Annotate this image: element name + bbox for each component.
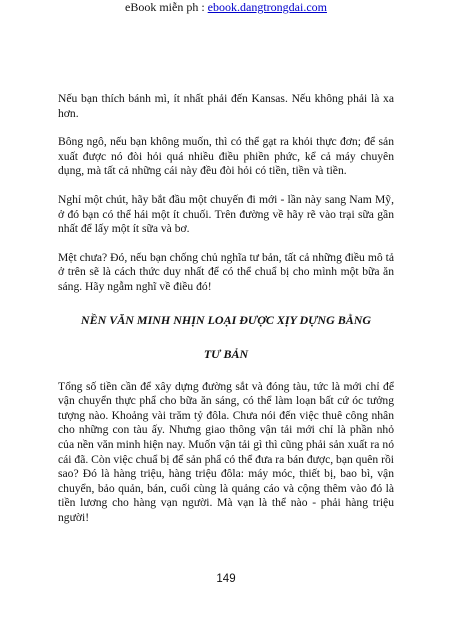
- body-paragraph: Tổng số tiền cần để xây dựng đường sắt và đóng tàu, tức là mới chỉ để vận chuyển thực phẩ cho bữa ăn sáng, có thể làm loạn bất cứ óc tưởng tượng nào. Khoảng vài trăm tỷ đôla. Chưa nói đến việc thuê công nhân cho những con tàu ấy. Nhưng giao thông vận tải mới chỉ là phần nhỏ của nền văn minh hiện nay. Muốn vận tải gì thì cũng phải sản xuất ra nó cái đã. Còn việc chuẩ bị để sản phẩ có thể đưa ra bán được, bạn quên rồi sao? Đó là hàng triệu, hàng triệu đôla: máy móc, thiết bị, bao bì, vận chuyển, bảo quản, bán, cuối cùng là quảng cáo và cộng thêm vào đó là tiền lương cho hàng vạn người. Mà vạn là thể nào - phải hàng triệu người!: [58, 379, 394, 524]
- page-number: 149: [216, 573, 236, 585]
- section-heading: NỀN VĂN MINH NHỊN LOẠI ĐƯỢC XỊY DỰNG BẰNG: [80, 312, 372, 327]
- header-link[interactable]: ebook.dangtrongdai.com: [207, 0, 327, 14]
- page-content: [58, 92, 394, 525]
- page-header: [0, 0, 452, 14]
- paragraph: Nếu bạn thích bánh mì, ít nhất phải đến Kansas. Nếu không phải là xa hơn.: [58, 92, 394, 120]
- paragraph: Bông ngô, nếu bạn không muốn, thì có thể gạt ra khỏi thực đơn; để sản xuất được nó đòi hỏi quá nhiều điều phiền phức, kể cả máy chuyên dụng, mà tất cả những cái này đều đòi hỏi có tiền, tiền và tiền.: [58, 135, 394, 178]
- header-prefix: eBook miễn ph :: [125, 0, 208, 14]
- section-heading-continued: TƯ BẢN: [203, 346, 249, 361]
- paragraph: Mệt chưa? Đó, nếu bạn chống chủ nghĩa tư bản, tất cả những điều mô tả ở trên sẽ là cách thức duy nhất để có thể chuẩ bị cho mình một bữa ăn sáng. Hãy ngẫm nghĩ về điều đó!: [58, 250, 394, 293]
- paragraph: Nghỉ một chút, hãy bắt đầu một chuyến đi mới - lần này sang Nam Mỹ, ở đó bạn có thể hái một ít chuối. Trên đường về hãy rẽ vào trại sữa gần nhất để lấy một ít sữa và bơ.: [58, 192, 394, 236]
